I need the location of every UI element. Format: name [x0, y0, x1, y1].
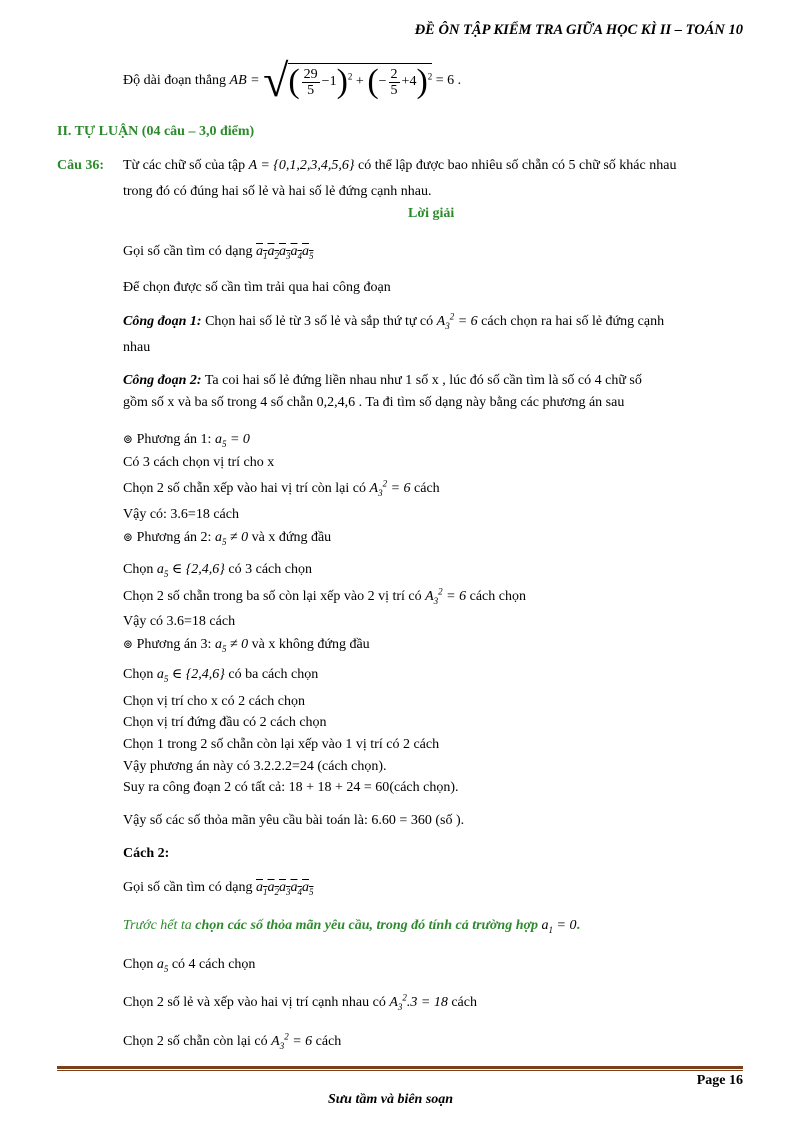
option-2-line-1: Chọn $a_5$ ∈ {2,4,6} có 3 cách chọn — [123, 562, 312, 579]
option-1-line-1: Có 3 cách chọn vị trí cho x — [123, 455, 275, 470]
option-3-line-6: Suy ra công đoạn 2 có tất cả: 18 + 18 + 24 = 60(cách chọn). — [123, 780, 459, 795]
form-line: Gọi số cần tìm có dạng $a_1a_2a_3a_4a_5$ — [123, 244, 314, 261]
option-3-line-2: Chọn vị trí cho x có 2 cách chọn — [123, 694, 305, 709]
stage-1-line: Công đoạn 1: Chọn hai số lẻ từ 3 số lẻ và sắp thứ tự có $A_3^2 = 6$ cách chọn ra hai số lẻ đứng cạnh — [123, 311, 665, 331]
set-a: A = {0,1,2,3,4,5,6} — [248, 158, 355, 173]
stage-2-line-2: gồm số x và ba số trong 4 số chẵn 0,2,4,6 . Ta đi tìm số dạng này bằng các phương án sau — [123, 395, 625, 410]
number-form: $a_1a_2a_3a_4a_5$ — [255, 244, 314, 261]
method-2-title: Cách 2: — [123, 846, 170, 861]
sqrt-expression: √( $\frac{29}{5}$ −1)$^2$ + (− $\frac{2}{5}$ +4)$^2$ — [263, 55, 433, 106]
method-2-intro: Trước hết ta chọn các số thỏa mãn yêu cầu, trong đó tính cả trường hợp $a_1 = 0$. — [123, 918, 580, 935]
option-2-heading: ⊚ Phương án 2: $a_5 \ne 0$ và x đứng đầu — [123, 530, 332, 547]
option-2-line-3: Vậy có 3.6=18 cách — [123, 614, 236, 629]
stage-1-label: Công đoạn 1: — [123, 314, 202, 329]
footer-rule-thin — [57, 1070, 743, 1071]
page-number: Page 16 — [696, 1073, 743, 1088]
stage-1-line-2: nhau — [123, 340, 151, 355]
method-2-line-5: Chọn 2 số chẵn còn lại có $A_3^2 = 6$ cách — [123, 1031, 342, 1051]
footer-rule — [57, 1066, 743, 1069]
stage-2-line: Công đoạn 2: Ta coi hai số lẻ đứng liền nhau như 1 số x , lúc đó số cần tìm là số có 4 chữ số — [123, 373, 642, 388]
method-2-form-line: Gọi số cần tìm có dạng $a_1a_2a_3a_4a_5$ — [123, 880, 314, 897]
stage-2-label: Công đoạn 2: — [123, 373, 202, 388]
question-label: Câu 36: — [57, 158, 105, 173]
solution-title: Lời giải — [408, 206, 455, 221]
option-3-heading: ⊚ Phương án 3: $a_5 \ne 0$ và x không đứng đầu — [123, 637, 370, 654]
method-2-line-4: Chọn 2 số lẻ và xếp vào hai vị trí cạnh nhau có $A_3^2.3 = 18$ cách — [123, 992, 477, 1012]
two-stages-line: Để chọn được số cần tìm trải qua hai công đoạn — [123, 280, 391, 295]
option-3-line-3: Chọn vị trí đứng đầu có 2 cách chọn — [123, 715, 327, 730]
footer-credit: Sưu tầm và biên soạn — [328, 1092, 454, 1107]
number-form: $a_1a_2a_3a_4a_5$ — [255, 880, 314, 897]
option-3-line-5: Vậy phương án này có 3.2.2.2=24 (cách chọn). — [123, 759, 387, 774]
option-1-line-3: Vậy có: 3.6=18 cách — [123, 507, 239, 522]
question-line-2: trong đó có đúng hai số lẻ và hai số lẻ đứng cạnh nhau. — [123, 184, 432, 199]
page-header-title: ĐỀ ÔN TẬP KIỂM TRA GIỮA HỌC KÌ II – TOÁN 10 — [414, 22, 743, 38]
option-1-line-2: Chọn 2 số chẵn xếp vào hai vị trí còn lại có $A_3^2 = 6$ cách — [123, 478, 440, 498]
option-3-line-4: Chọn 1 trong 2 số chẵn còn lại xếp vào 1 vị trí có 2 cách — [123, 737, 440, 752]
section-title: II. TỰ LUẬN (04 câu – 3,0 điểm) — [57, 124, 255, 139]
question-line-1: Từ các chữ số của tập A = {0,1,2,3,4,5,6} có thể lập được bao nhiêu số chẵn có 5 chữ số khác nhau — [123, 158, 677, 173]
bullet-icon: ⊚ — [123, 432, 134, 446]
bullet-icon: ⊚ — [123, 637, 134, 651]
option-3-line-1: Chọn $a_5$ ∈ {2,4,6} có ba cách chọn — [123, 667, 319, 684]
total-line: Vậy số các số thỏa mãn yêu cầu bài toán là: 6.60 = 360 (số ). — [123, 813, 465, 828]
bullet-icon: ⊚ — [123, 530, 134, 544]
ab-length-line — [123, 55, 462, 106]
ab-lhs: AB = — [229, 73, 260, 89]
option-1-heading: ⊚ Phương án 1: $a_5 = 0$ — [123, 432, 250, 449]
option-2-line-2: Chọn 2 số chẵn trong ba số còn lại xếp vào 2 vị trí có $A_3^2 = 6$ cách chọn — [123, 586, 526, 606]
ab-length-prefix: Độ dài đoạn thẳng — [123, 73, 227, 89]
ab-result: = 6 . — [435, 73, 462, 89]
method-2-line-3: Chọn $a_5$ có 4 cách chọn — [123, 957, 256, 974]
